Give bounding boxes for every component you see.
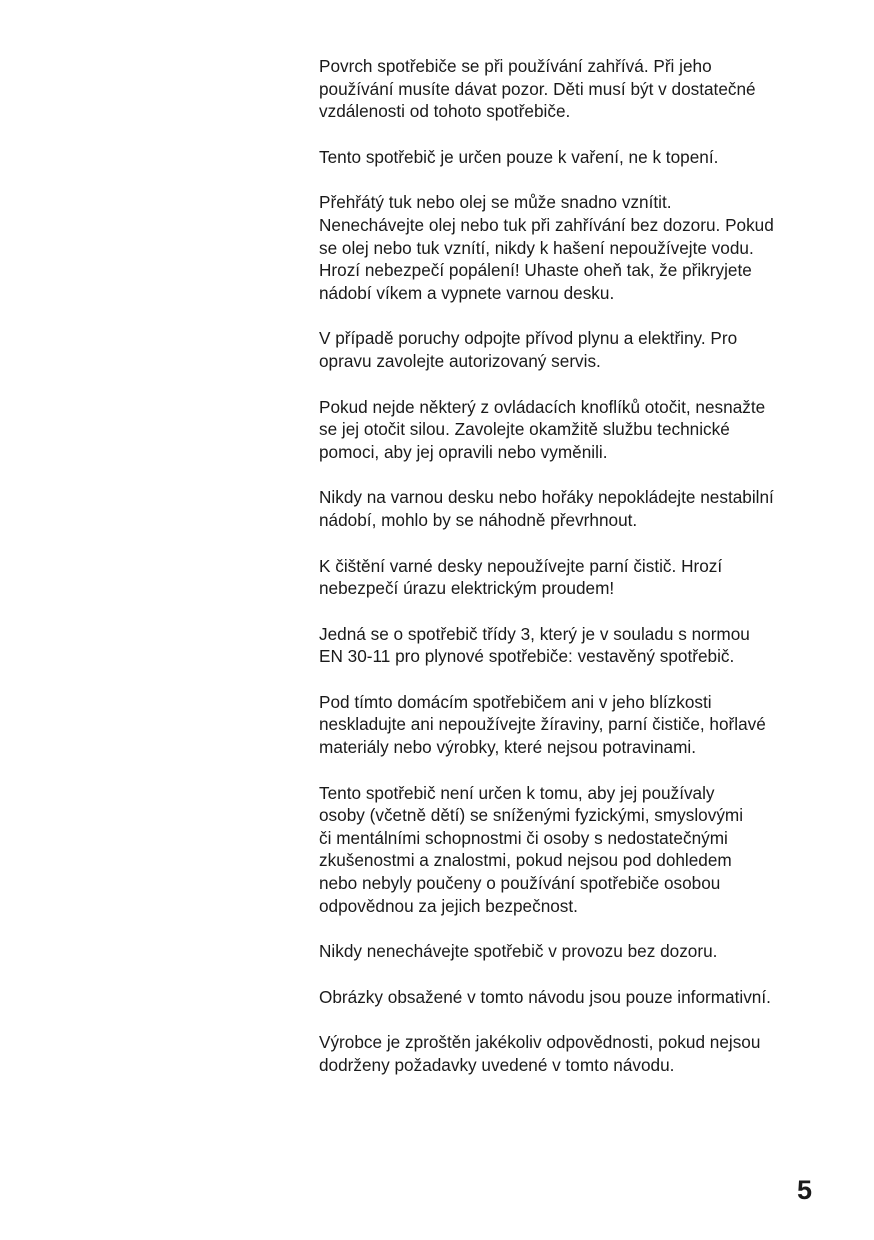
text-line: Přehřátý tuk nebo olej se může snadno vznítit.: [319, 192, 672, 213]
paragraph-unstable-cookware: [319, 486, 829, 531]
page-number: 5: [797, 1175, 813, 1205]
text-line: zkušenostmi a znalostmi, pokud nejsou pod dohledem: [319, 850, 732, 871]
paragraph-hot-surface: [319, 55, 829, 123]
text-line: Pokud nejde některý z ovládacích knoflíků otočit, nesnažte: [319, 396, 766, 417]
text-line: Nikdy na varnou desku nebo hořáky nepokládejte nestabilní: [319, 487, 774, 508]
text-line: Obrázky obsažené v tomto návodu jsou pouze informativní.: [319, 986, 771, 1007]
text-line: nádobí, mohlo by se náhodně převrhnout.: [319, 509, 638, 530]
text-line: či mentálními schopnostmi či osoby s nedostatečnými: [319, 827, 728, 848]
text-line: Nenechávejte olej nebo tuk při zahřívání bez dozoru. Pokud: [319, 214, 774, 235]
paragraph-storage: [319, 691, 829, 759]
text-line: K čištění varné desky nepoužívejte parní čistič. Hrozí: [319, 555, 723, 576]
text-line: Tento spotřebič je určen pouze k vaření, ne k topení.: [319, 146, 719, 167]
text-line: odpovědnou za jejich bezpečnost.: [319, 895, 578, 916]
paragraph-persons: [319, 782, 829, 918]
text-line: používání musíte dávat pozor. Děti musí být v dostatečné: [319, 78, 756, 99]
paragraph-control-knobs: [319, 396, 829, 464]
paragraph-fault: [319, 327, 829, 372]
text-line: Povrch spotřebiče se při používání zahřívá. Při jeho: [319, 56, 712, 76]
text-line: Výrobce je zproštěn jakékoliv odpovědnosti, pokud nejsou: [319, 1032, 761, 1053]
text-line: EN 30-11 pro plynové spotřebiče: vestavěný spotřebič.: [319, 646, 735, 667]
text-line: Jedná se o spotřebič třídy 3, který je v souladu s normou: [319, 623, 750, 644]
paragraph-unattended: [319, 940, 829, 963]
text-line: dodrženy požadavky uvedené v tomto návodu.: [319, 1055, 675, 1075]
text-line: se jej otočit silou. Zavolejte okamžitě službu technické: [319, 419, 730, 440]
text-line: nádobí víkem a vypnete varnou desku.: [319, 282, 615, 303]
text-line: Tento spotřebič není určen k tomu, aby jej používaly: [319, 782, 715, 803]
safety-instructions: [319, 55, 829, 1100]
text-line: nebo nebyly poučeny o používání spotřebiče osobou: [319, 873, 721, 894]
paragraph-images-informative: [319, 986, 829, 1009]
paragraph-steam-cleaner: [319, 555, 829, 600]
paragraph-appliance-class: [319, 623, 829, 668]
text-line: pomoci, aby jej opravili nebo vyměnili.: [319, 441, 608, 462]
paragraph-manufacturer-liability: [319, 1031, 829, 1076]
text-line: opravu zavolejte autorizovaný servis.: [319, 350, 601, 371]
text-line: neskladujte ani nepoužívejte žíraviny, parní čističe, hořlavé: [319, 714, 766, 735]
text-line: osoby (včetně dětí) se sníženými fyzickými, smyslovými: [319, 805, 744, 826]
text-line: V případě poruchy odpojte přívod plynu a elektřiny. Pro: [319, 328, 738, 349]
text-line: nebezpečí úrazu elektrickým proudem!: [319, 578, 615, 599]
text-line: se olej nebo tuk vznítí, nikdy k hašení nepoužívejte vodu.: [319, 237, 754, 258]
text-line: Pod tímto domácím spotřebičem ani v jeho blízkosti: [319, 691, 712, 712]
text-line: materiály nebo výrobky, které nejsou potravinami.: [319, 737, 697, 758]
text-line: Hrozí nebezpečí popálení! Uhaste oheň tak, že přikryjete: [319, 260, 752, 281]
paragraph-overheated-oil: [319, 191, 829, 304]
text-line: vzdálenosti od tohoto spotřebiče.: [319, 101, 571, 122]
paragraph-cooking-only: [319, 146, 829, 169]
text-line: Nikdy nenechávejte spotřebič v provozu bez dozoru.: [319, 941, 718, 962]
